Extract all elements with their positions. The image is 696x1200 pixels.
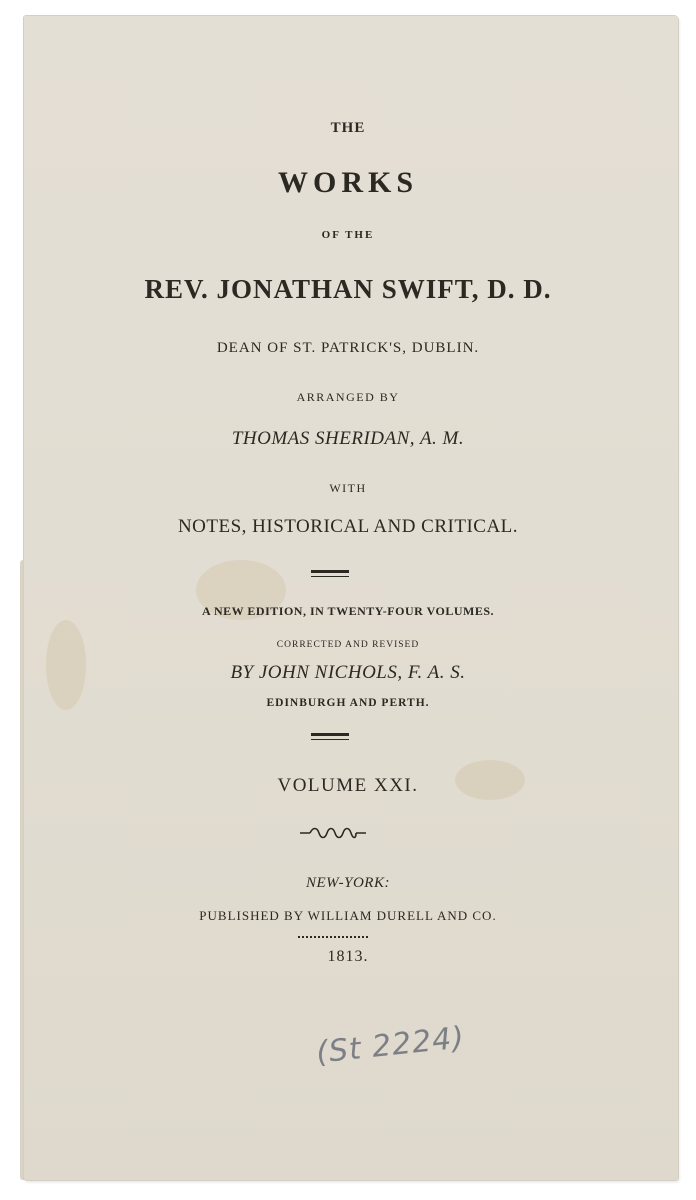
double-rule [311,570,349,577]
title-of-the: OF THE [321,229,375,241]
editor-name: THOMAS SHERIDAN, A. M. [231,428,465,449]
pencil-annotation: (St 2224) [314,1020,467,1071]
reviser-name: BY JOHN NICHOLS, F. A. S. [230,662,466,683]
publisher-line: PUBLISHED BY WILLIAM DURELL AND CO. [199,908,497,923]
with-text: WITH [329,481,367,495]
corrected-line: CORRECTED AND REVISED [276,640,420,650]
title-works: WORKS [277,166,419,199]
notes-line: NOTES, HISTORICAL AND CRITICAL. [177,516,519,537]
dotted-rule [298,936,368,938]
author-name: REV. JONATHAN SWIFT, D. D. [144,274,552,304]
city-line: NEW-YORK: [306,875,390,891]
volume-label: VOLUME XXI. [277,775,419,796]
edition-line: A NEW EDITION, IN TWENTY-FOUR VOLUMES. [201,604,495,618]
imprint-year: 1813. [327,948,369,965]
double-rule [311,733,349,740]
title-the: THE [330,120,366,136]
place-line: EDINBURGH AND PERTH. [266,697,430,709]
arranged-by: ARRANGED BY [296,390,400,404]
ornament-flourish [300,826,366,840]
author-title: DEAN OF ST. PATRICK'S, DUBLIN. [216,340,480,356]
